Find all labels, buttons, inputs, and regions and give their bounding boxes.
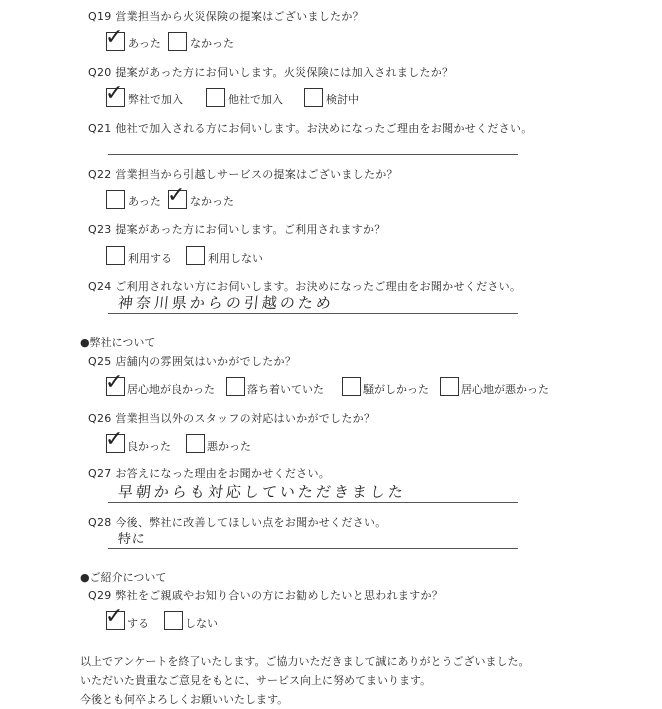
q25-question: Q25 店舗内の雰囲気はいかがでしたか？ xyxy=(88,355,297,368)
q27-handwritten-answer: 早朝からも対応していただきました xyxy=(117,483,407,501)
q25-checkbox-comfortable[interactable] xyxy=(105,370,125,396)
q20-checkbox-considering[interactable] xyxy=(304,88,323,107)
q20-checkbox-other[interactable] xyxy=(206,88,225,107)
q20-option-ours: 弊社で加入 xyxy=(128,93,183,106)
q21-question: Q21 他社で加入される方にお伺いします。お決めになったご理由をお聞かせください。 xyxy=(88,122,533,135)
q20-option-considering: 検討中 xyxy=(326,93,359,106)
q20-question: Q20 提案があった方にお伺いします。火災保険には加入されましたか？ xyxy=(88,66,454,79)
check-mark-icon: ✓ xyxy=(167,183,186,208)
q25-checkbox-calm[interactable] xyxy=(226,377,245,396)
q26-option-bad: 悪かった xyxy=(207,440,251,453)
q22-option-yes: あった xyxy=(128,195,161,208)
q22-option-no: なかった xyxy=(190,195,234,208)
closing-message xyxy=(80,652,529,709)
q22-checkbox-yes[interactable] xyxy=(106,190,125,209)
q27-answer-line[interactable] xyxy=(108,502,518,503)
q29-option-no: しない xyxy=(185,617,218,630)
q24-answer-line[interactable] xyxy=(108,313,518,314)
q23-checkbox-use[interactable] xyxy=(106,246,125,265)
q19-option-yes: あった xyxy=(128,37,161,50)
closing-line-1: 以上でアンケートを終了いたします。ご協力いただきまして誠にありがとうございました。 xyxy=(80,655,530,668)
q26-checkbox-good[interactable] xyxy=(105,427,125,453)
q27-question: Q27 お答えになった理由をお聞かせください。 xyxy=(88,467,331,480)
q29-question: Q29 弊社をご親戚やお知り合いの方にお勧めしたいと思われますか？ xyxy=(88,589,444,602)
q25-option-uncomfortable: 居心地が悪かった xyxy=(461,383,549,396)
check-mark-icon: ✓ xyxy=(105,370,124,395)
q28-answer-line[interactable] xyxy=(108,548,518,549)
q21-answer-line[interactable] xyxy=(108,154,518,155)
q28-question: Q28 今後、弊社に改善してほしい点をお聞かせください。 xyxy=(88,516,387,529)
q25-option-comfortable: 居心地が良かった xyxy=(127,383,215,396)
q19-checkbox-no[interactable] xyxy=(168,32,187,51)
section-heading-referral: ●ご紹介について xyxy=(80,571,167,584)
q29-option-yes: する xyxy=(127,617,149,630)
q23-option-not-use: 利用しない xyxy=(208,252,263,265)
q26-option-good: 良かった xyxy=(127,440,171,453)
q25-checkbox-uncomfortable[interactable] xyxy=(440,377,459,396)
q24-question: Q24 ご利用されない方にお伺いします。お決めになったご理由をお聞かせください。 xyxy=(88,280,522,293)
check-mark-icon: ✓ xyxy=(105,25,124,50)
closing-line-3: 今後とも何卒よろしくお願いいたします。 xyxy=(80,693,289,706)
q24-handwritten-answer: 神奈川県からの引越のため xyxy=(117,294,335,312)
q25-option-calm: 落ち着いていた xyxy=(247,383,324,396)
q23-question: Q23 提案があった方にお伺いします。ご利用されますか？ xyxy=(88,223,386,236)
q22-checkbox-no[interactable] xyxy=(167,183,187,209)
q20-option-other: 他社で加入 xyxy=(228,93,283,106)
section-heading-company: ●弊社について xyxy=(80,336,156,349)
q28-handwritten-answer: 特に xyxy=(117,532,147,547)
q29-checkbox-no[interactable] xyxy=(164,611,183,630)
q29-checkbox-yes[interactable] xyxy=(105,604,125,630)
q20-checkbox-ours[interactable] xyxy=(105,81,125,107)
q22-question: Q22 営業担当から引越しサービスの提案はございましたか？ xyxy=(88,168,398,181)
check-mark-icon: ✓ xyxy=(105,604,124,629)
q26-checkbox-bad[interactable] xyxy=(186,434,205,453)
q19-option-no: なかった xyxy=(190,37,234,50)
q23-checkbox-not-use[interactable] xyxy=(186,246,205,265)
q25-option-noisy: 騒がしかった xyxy=(363,383,429,396)
check-mark-icon: ✓ xyxy=(105,427,124,452)
q25-checkbox-noisy[interactable] xyxy=(342,377,361,396)
closing-line-2: いただいた貴重なご意見をもとに、サービス向上に努めてまいります。 xyxy=(80,674,432,687)
q23-option-use: 利用する xyxy=(128,252,172,265)
q19-question: Q19 営業担当から火災保険の提案はございましたか？ xyxy=(88,10,364,23)
q26-question: Q26 営業担当以外のスタッフの対応はいかがでしたか？ xyxy=(88,412,376,425)
check-mark-icon: ✓ xyxy=(105,81,124,106)
q19-checkbox-yes[interactable] xyxy=(105,25,125,51)
